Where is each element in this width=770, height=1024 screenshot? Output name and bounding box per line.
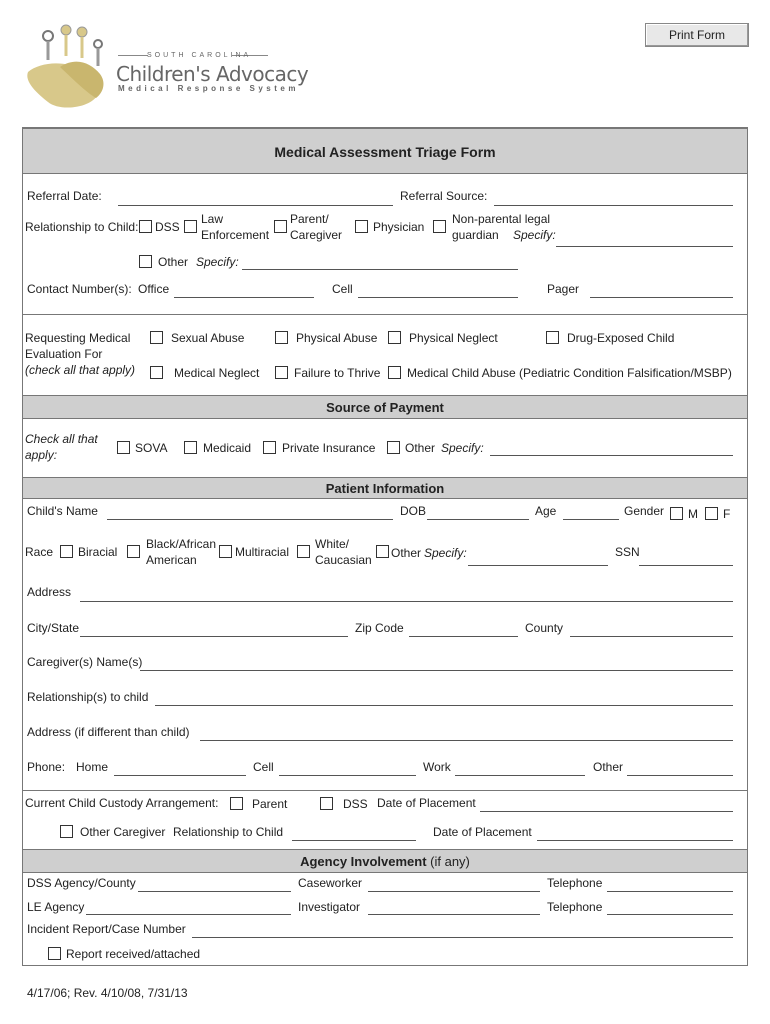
custody-dss-label: DSS [343, 797, 368, 811]
other-relationship-checkbox[interactable] [139, 255, 152, 268]
white-caucasian-checkbox[interactable] [297, 545, 310, 558]
other-caregiver-checkbox[interactable] [60, 825, 73, 838]
guardian-specify-label: Specify: [513, 228, 556, 242]
other-phone-field[interactable] [627, 775, 733, 776]
other-relationship-field[interactable] [242, 269, 518, 270]
work-phone-label: Work [423, 760, 451, 774]
private-insurance-label: Private Insurance [282, 441, 376, 455]
physician-label: Physician [373, 220, 425, 234]
multiracial-label: Multiracial [235, 545, 290, 559]
cell-phone-field[interactable] [279, 775, 416, 776]
address-diff-field[interactable] [200, 740, 733, 741]
enforcement-label: Enforcement [201, 228, 270, 242]
telephone-field-2[interactable] [607, 914, 733, 915]
race-specify-label: Specify: [424, 546, 467, 560]
county-label: County [525, 621, 564, 635]
pager-field[interactable] [590, 297, 733, 298]
sexual-abuse-checkbox[interactable] [150, 331, 163, 344]
custody-label: Current Child Custody Arrangement: [25, 796, 219, 810]
logo-state: SOUTH CAROLINA [147, 52, 252, 59]
report-checkbox[interactable] [48, 947, 61, 960]
biracial-label: Biracial [78, 545, 118, 559]
childs-name-field[interactable] [107, 519, 393, 520]
placement-date-field[interactable] [480, 811, 733, 812]
agency-header [23, 849, 747, 873]
evaluation-label-1: Requesting Medical [25, 331, 131, 345]
payment-check-label-2: apply: [25, 448, 58, 462]
relationship-to-child-field[interactable] [292, 840, 416, 841]
physical-neglect-checkbox[interactable] [388, 331, 401, 344]
address-diff-label: Address (if different than child) [27, 725, 190, 739]
failure-to-thrive-label: Failure to Thrive [294, 366, 381, 380]
custody-parent-checkbox[interactable] [230, 797, 243, 810]
relationships-label: Relationship(s) to child [27, 690, 149, 704]
zip-code-label: Zip Code [355, 621, 404, 635]
gender-m-checkbox[interactable] [670, 507, 683, 520]
evaluation-label-3: (check all that apply) [25, 363, 136, 377]
race-label: Race [25, 545, 54, 559]
agency-header-suffix: (if any) [430, 854, 470, 869]
cell-phone-label: Cell [253, 760, 274, 774]
payment-other-label: Other [405, 441, 436, 455]
sexual-abuse-label: Sexual Abuse [171, 331, 245, 345]
age-label: Age [535, 504, 557, 518]
black-label-2: American [146, 553, 197, 567]
drug-exposed-label: Drug-Exposed Child [567, 331, 675, 345]
incident-label: Incident Report/Case Number [27, 922, 186, 936]
caregivers-label: Caregiver(s) Name(s) [27, 655, 143, 669]
gender-f-label: F [723, 507, 731, 521]
law-enforcement-checkbox[interactable] [184, 220, 197, 233]
telephone-field[interactable] [607, 891, 733, 892]
caseworker-field[interactable] [368, 891, 540, 892]
payment-check-label-1: Check all that [25, 432, 98, 446]
logo-subtitle: Medical Response System [118, 84, 299, 93]
physical-neglect-label: Physical Neglect [409, 331, 498, 345]
sova-checkbox[interactable] [117, 441, 130, 454]
city-state-label: City/State [27, 621, 80, 635]
guardian-checkbox[interactable] [433, 220, 446, 233]
placement-date-label-2: Date of Placement [433, 825, 532, 839]
caseworker-label: Caseworker [298, 876, 363, 890]
childs-name-label: Child's Name [27, 504, 98, 518]
relationship-label: Relationship to Child: [25, 220, 139, 234]
gender-f-checkbox[interactable] [705, 507, 718, 520]
office-field[interactable] [174, 297, 314, 298]
home-phone-label: Home [76, 760, 109, 774]
race-other-label: Other [391, 546, 422, 560]
other-relationship-specify-label: Specify: [196, 255, 239, 269]
payment-specify-label: Specify: [441, 441, 484, 455]
black-label-1: Black/African [146, 537, 217, 551]
address-label: Address [27, 585, 72, 599]
guardian-specify-field[interactable] [556, 246, 733, 247]
failure-to-thrive-checkbox[interactable] [275, 366, 288, 379]
county-field[interactable] [570, 636, 733, 637]
evaluation-label-2: Evaluation For [25, 347, 103, 361]
contact-cell-label: Cell [332, 282, 353, 296]
caregiver-label: Caregiver [290, 228, 343, 242]
custody-dss-checkbox[interactable] [320, 797, 333, 810]
black-african-american-checkbox[interactable] [127, 545, 140, 558]
ssn-field[interactable] [639, 565, 733, 566]
private-insurance-checkbox[interactable] [263, 441, 276, 454]
payment-other-checkbox[interactable] [387, 441, 400, 454]
medical-neglect-checkbox[interactable] [150, 366, 163, 379]
office-label: Office [138, 282, 170, 296]
payment-specify-field[interactable] [490, 455, 733, 456]
white-label-2: Caucasian [315, 553, 372, 567]
print-form-button[interactable]: Print Form [645, 23, 749, 47]
relationships-field[interactable] [155, 705, 733, 706]
physical-abuse-checkbox[interactable] [275, 331, 288, 344]
placement-date-field-2[interactable] [537, 840, 733, 841]
contact-cell-field[interactable] [358, 297, 518, 298]
gender-m-label: M [688, 507, 698, 521]
other-phone-label: Other [593, 760, 624, 774]
referral-date-field[interactable] [118, 205, 393, 206]
medical-neglect-label: Medical Neglect [174, 366, 260, 380]
caregivers-field[interactable] [140, 670, 733, 671]
relationship-to-child-label: Relationship to Child [173, 825, 284, 839]
parent-caregiver-checkbox[interactable] [274, 220, 287, 233]
referral-source-label: Referral Source: [400, 189, 488, 203]
agency-header-title: Agency Involvement [300, 854, 427, 869]
medical-child-abuse-checkbox[interactable] [388, 366, 401, 379]
multiracial-checkbox[interactable] [219, 545, 232, 558]
investigator-label: Investigator [298, 900, 361, 914]
other-relationship-label: Other [158, 255, 189, 269]
medicaid-label: Medicaid [203, 441, 252, 455]
drug-exposed-checkbox[interactable] [546, 331, 559, 344]
biracial-checkbox[interactable] [60, 545, 73, 558]
parent-label: Parent/ [290, 212, 329, 226]
address-field[interactable] [80, 601, 733, 602]
patient-header: Patient Information [23, 477, 747, 499]
dob-field[interactable] [427, 519, 529, 520]
logo-title: Children's Advocacy [116, 62, 309, 86]
referral-date-label: Referral Date: [27, 189, 102, 203]
payment-header: Source of Payment [23, 395, 747, 419]
incident-field[interactable] [192, 937, 733, 938]
form-title: Medical Assessment Triage Form [23, 128, 747, 174]
investigator-field[interactable] [368, 914, 540, 915]
telephone-label: Telephone [547, 876, 603, 890]
le-agency-label: LE Agency [27, 900, 85, 914]
race-other-checkbox[interactable] [376, 545, 389, 558]
gender-label: Gender [624, 504, 665, 518]
other-caregiver-label: Other Caregiver [80, 825, 166, 839]
medicaid-checkbox[interactable] [184, 441, 197, 454]
work-phone-field[interactable] [455, 775, 585, 776]
report-label: Report received/attached [66, 947, 201, 961]
telephone-label-2: Telephone [547, 900, 603, 914]
ssn-label: SSN [615, 545, 640, 559]
physical-abuse-label: Physical Abuse [296, 331, 378, 345]
age-field[interactable] [563, 519, 619, 520]
dss-county-field[interactable] [138, 891, 291, 892]
sova-label: SOVA [135, 441, 168, 455]
logo-icon [20, 22, 120, 112]
home-phone-field[interactable] [114, 775, 246, 776]
revision-footer: 4/17/06; Rev. 4/10/08, 7/31/13 [27, 986, 188, 1000]
placement-date-label: Date of Placement [377, 796, 476, 810]
phone-label: Phone: [27, 760, 66, 774]
city-state-field[interactable] [80, 636, 348, 637]
dss-label: DSS [155, 220, 180, 234]
dob-label: DOB [400, 504, 427, 518]
pager-label: Pager [547, 282, 580, 296]
custody-parent-label: Parent [252, 797, 288, 811]
le-agency-field[interactable] [86, 914, 291, 915]
dss-checkbox[interactable] [139, 220, 152, 233]
zip-code-field[interactable] [409, 636, 518, 637]
contact-numbers-label: Contact Number(s): [27, 282, 132, 296]
guardian-label: guardian [452, 228, 499, 242]
medical-child-abuse-label: Medical Child Abuse (Pediatric Condition Falsification/MSBP) [407, 366, 732, 380]
race-specify-field[interactable] [468, 565, 608, 566]
nonparental-label: Non-parental legal [452, 212, 551, 226]
law-label: Law [201, 212, 224, 226]
referral-source-field[interactable] [494, 205, 733, 206]
white-label-1: White/ [315, 537, 350, 551]
physician-checkbox[interactable] [355, 220, 368, 233]
dss-county-label: DSS Agency/County [27, 876, 136, 890]
